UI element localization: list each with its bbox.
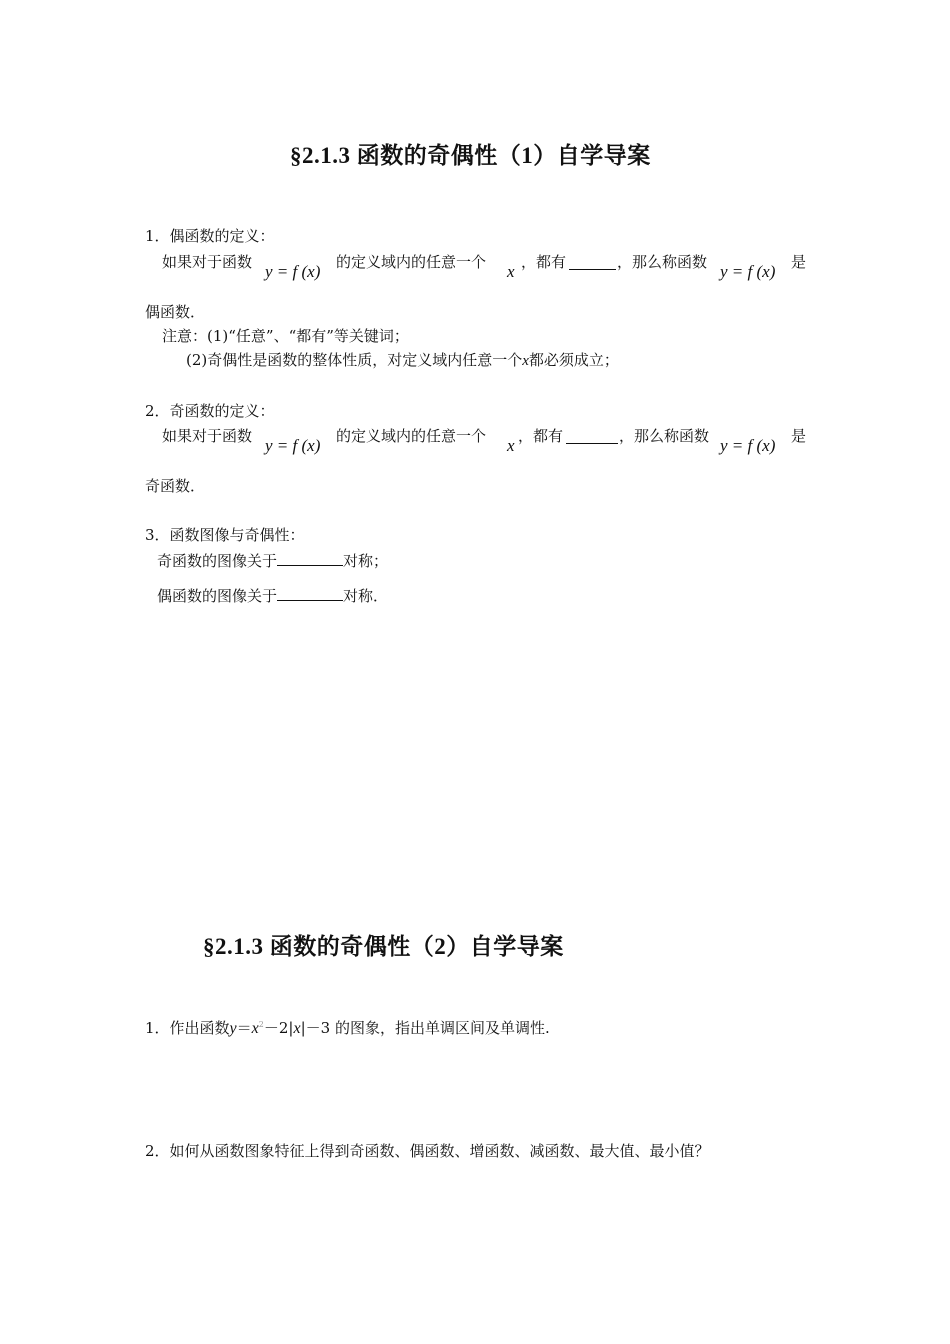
even-def-text-start: 如果对于函数 xyxy=(162,253,253,271)
question-1-y: y xyxy=(229,1020,237,1037)
odd-graph-text-a: 奇函数的图像关于 xyxy=(157,552,278,570)
even-def-text-has: ，都有 xyxy=(521,253,567,271)
odd-def-func: y = f (x) xyxy=(265,436,321,455)
even-graph-text-a: 偶函数的图像关于 xyxy=(157,587,278,605)
note-2-var: x xyxy=(522,353,529,369)
odd-def-text-is: 是 xyxy=(791,427,807,445)
even-graph-text-b: 对称． xyxy=(343,587,389,605)
question-1-exponent: 2 xyxy=(258,1020,264,1029)
even-function-heading: 1．偶函数的定义： xyxy=(145,227,275,245)
even-graph-blank[interactable] xyxy=(277,585,343,601)
odd-def-text-has: ，都有 xyxy=(518,427,564,445)
note-1: 注意：(1)“任意”、“都有”等关键词； xyxy=(162,327,409,345)
even-def-var: x xyxy=(507,262,515,281)
odd-def-text-then: ，那么称函数 xyxy=(619,427,710,445)
question-1-text-a: 1．作出函数 xyxy=(145,1019,230,1037)
even-def-text-then: ，那么称函数 xyxy=(617,253,708,271)
even-def-func-2: y = f (x) xyxy=(720,262,776,281)
odd-def-text-mid: 的定义域内的任意一个 xyxy=(336,427,487,445)
odd-function-heading: 2．奇函数的定义： xyxy=(145,402,275,420)
odd-def-func-2: y = f (x) xyxy=(720,436,776,455)
question-2: 2．如何从函数图象特征上得到奇函数、偶函数、增函数、减函数、最大值、最小值？ xyxy=(145,1142,710,1160)
even-def-text-is: 是 xyxy=(791,253,807,271)
graph-symmetry-heading: 3．函数图像与奇偶性： xyxy=(145,526,305,544)
question-1-text-b: －2| xyxy=(263,1019,294,1037)
page-title: §2.1.3 函数的奇偶性（1）自学导案 xyxy=(290,143,651,168)
question-1-x-abs: x xyxy=(293,1020,301,1037)
question-1 xyxy=(145,1015,550,1039)
odd-def-blank[interactable] xyxy=(566,428,618,444)
question-1-text-c: |－3 的图象，指出单调区间及单调性. xyxy=(300,1019,550,1037)
section-2-title: §2.1.3 函数的奇偶性（2）自学导案 xyxy=(203,934,564,959)
question-1-x: x xyxy=(251,1020,259,1037)
question-1-eq: ＝ xyxy=(236,1019,252,1037)
odd-def-var: x xyxy=(507,436,515,455)
even-def-text-end: 偶函数． xyxy=(145,303,206,321)
note-2 xyxy=(186,350,619,371)
odd-def-text-start: 如果对于函数 xyxy=(162,427,253,445)
even-def-func: y = f (x) xyxy=(265,262,321,281)
even-def-text-mid: 的定义域内的任意一个 xyxy=(336,253,487,271)
even-graph-line xyxy=(157,585,388,606)
even-def-blank[interactable] xyxy=(569,254,616,270)
note-2-text-a: (2)奇偶性是函数的整体性质，对定义域内任意一个 xyxy=(186,351,523,369)
note-2-text-b: 都必须成立； xyxy=(528,351,619,369)
odd-graph-line xyxy=(157,550,388,571)
odd-def-text-end: 奇函数． xyxy=(145,477,206,495)
odd-graph-text-b: 对称； xyxy=(343,552,389,570)
odd-graph-blank[interactable] xyxy=(277,550,343,566)
